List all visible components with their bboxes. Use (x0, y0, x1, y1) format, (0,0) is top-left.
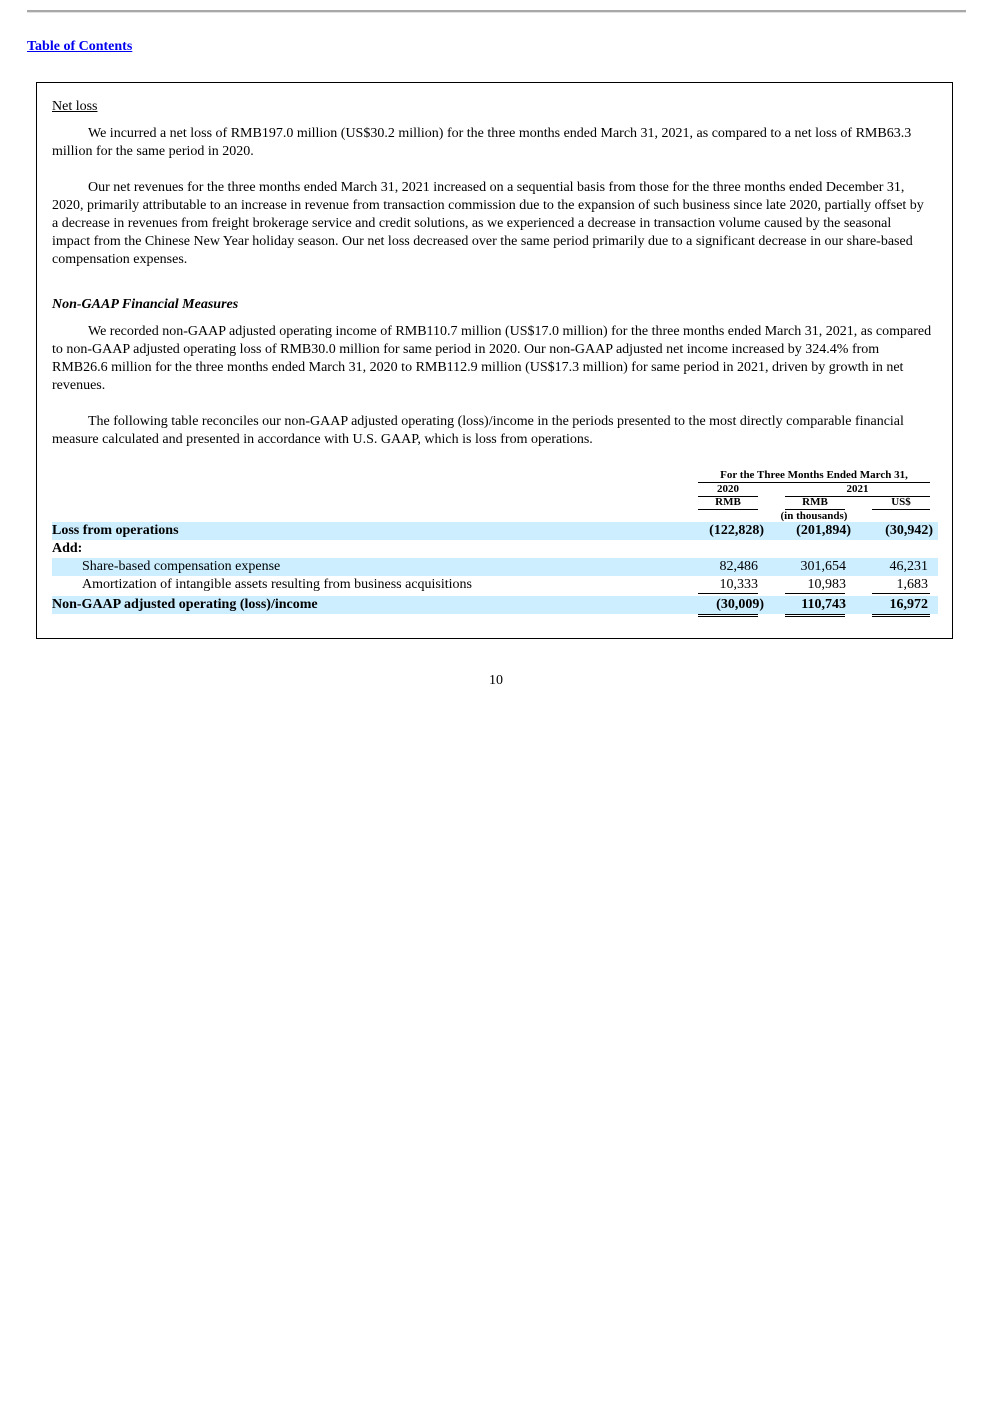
non-gaap-paragraph-2: The following table reconciles our non-GAAP adjusted operating (loss)/income in the periods presented to the most directly comparable financial measure calculated and presented in accordance with U.S. GAAP, which is loss from operations. (52, 414, 904, 447)
value-2021-rmb: 301,654 (800, 559, 846, 574)
year-2020-header: 2020 (698, 483, 758, 497)
value-2021-rmb: 110,743 (801, 597, 846, 612)
value-2021-usd: (30,942) (885, 523, 933, 538)
non-gaap-heading: Non-GAAP Financial Measures (52, 297, 239, 312)
value-2021-rmb: 10,983 (807, 577, 846, 592)
net-loss-paragraph-1: We incurred a net loss of RMB197.0 million (US$30.2 million) for the three months ended March 31, 2021, as compared to a net loss of RMB63.3 million for the same period in 2020. (52, 126, 912, 159)
table-row (52, 596, 938, 614)
row-label: Share-based compensation expense (82, 559, 281, 574)
page-number: 10 (489, 673, 503, 688)
table-header (52, 467, 938, 522)
value-2020-rmb: (30,009) (716, 597, 764, 612)
table-row (52, 576, 938, 594)
value-2020-rmb: 82,486 (719, 559, 758, 574)
reconciliation-table (52, 467, 938, 618)
currency-rmb-2020: RMB (698, 496, 758, 510)
currency-rmb-2021: RMB (785, 496, 845, 510)
subtotal-rule-2021-usd (872, 593, 930, 594)
currency-usd: US$ (872, 496, 930, 510)
value-2021-rmb: (201,894) (796, 523, 851, 538)
row-label: Amortization of intangible assets resulting from business acquisitions (82, 577, 472, 592)
value-2020-rmb: (122,828) (709, 523, 764, 538)
row-label: Non-GAAP adjusted operating (loss)/income (52, 597, 318, 612)
table-row (52, 558, 938, 576)
value-2020-rmb: 10,333 (719, 577, 758, 592)
row-label: Loss from operations (52, 523, 179, 538)
value-2021-usd: 16,972 (889, 597, 928, 612)
net-loss-paragraph-2: Our net revenues for the three months ended March 31, 2021 increased on a sequential basis from those for the three months ended December 31, 2020, primarily attributable to an increase in revenue from transaction commission due to the expansion of such business since late 2020, partially offset by a decrease in revenues from freight brokerage service and credit solutions, as we experienced a decrease in transaction volume caused by the seasonal impact from the Chinese New Year holiday season. Our net loss decreased over the same period primarily due to a significant decrease in our share-based compensation expenses. (52, 180, 924, 267)
net-loss-heading: Net loss (52, 99, 98, 114)
total-rule-2021-usd (872, 614, 930, 617)
units-label: (in thousands) (780, 510, 848, 522)
period-header: For the Three Months Ended March 31, (698, 469, 930, 483)
top-divider (27, 10, 966, 13)
subtotal-rule-2020 (698, 593, 758, 594)
value-2021-usd: 1,683 (896, 577, 928, 592)
total-double-rules (52, 614, 938, 618)
table-row (52, 522, 938, 540)
total-rule-2020 (698, 614, 758, 617)
table-row (52, 540, 938, 558)
row-label: Add: (52, 541, 83, 556)
year-2021-header: 2021 (785, 483, 930, 497)
total-rule-2021-rmb (785, 614, 845, 617)
table-of-contents-link[interactable]: Table of Contents (27, 39, 133, 54)
subtotal-rule-2021-rmb (785, 593, 845, 594)
value-2021-usd: 46,231 (889, 559, 928, 574)
non-gaap-paragraph-1: We recorded non-GAAP adjusted operating income of RMB110.7 million (US$17.0 million) for the three months ended March 31, 2021, as compared to non-GAAP adjusted operating loss of RMB30.0 million for same period in 2020. Our non-GAAP adjusted net income increased by 324.4% from RMB26.6 million for the three months ended March 31, 2020 to RMB112.9 million (US$17.3 million) for same period in 2021, driven by growth in net revenues. (52, 324, 932, 393)
